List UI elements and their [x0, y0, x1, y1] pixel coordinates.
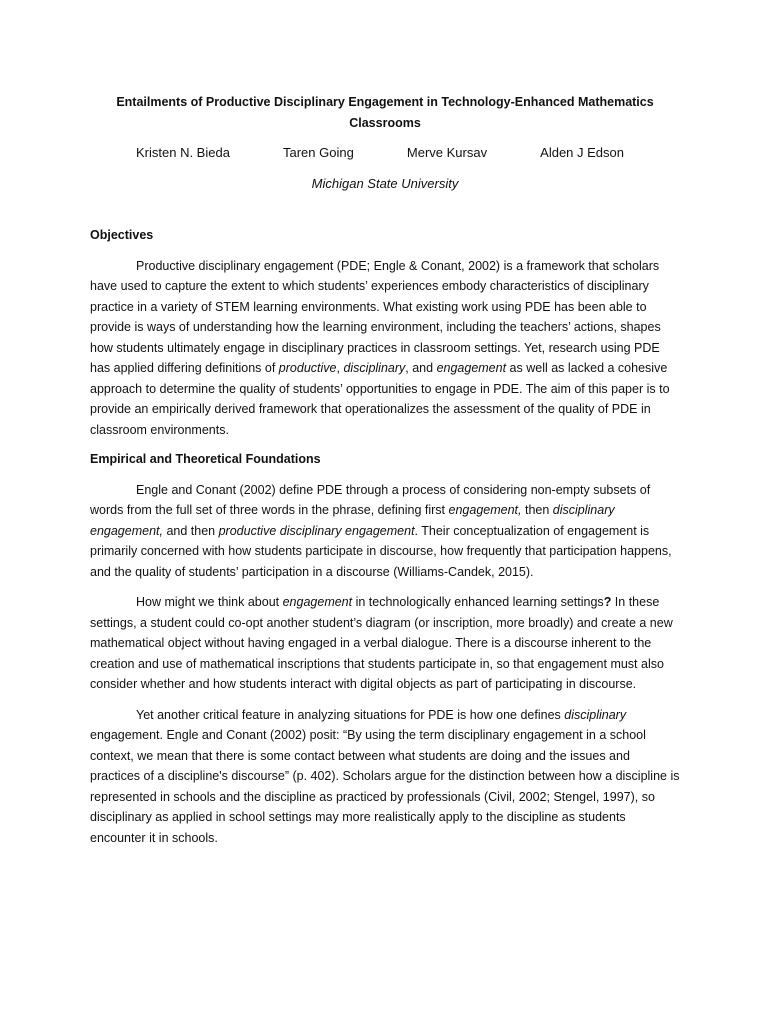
- author-name: Alden J Edson: [540, 145, 624, 160]
- author-name: Kristen N. Bieda: [136, 145, 230, 160]
- paper-body: [90, 92, 680, 848]
- section-heading-foundations: Empirical and Theoretical Foundations: [90, 452, 321, 466]
- author-list: [136, 143, 624, 163]
- author-affiliation: Michigan State University: [311, 176, 459, 191]
- section-heading-objectives: Objectives: [90, 228, 154, 242]
- paragraph-foundations-3: Yet another critical feature in analyzing situations for PDE is how one defines disciplinary engagement. Engle and Conant (2002) posit: “By using the term disciplinary engagement in a school context, we mean that there is some contact between what students are doing and the issues and practices of a discipline's discourse” (p. 402). Scholars argue for the distinction between how a discipline is represented in schools and the discipline as practiced by professionals (Civil, 2002; Stengel, 1997), so disciplinary as applied in school settings may more realistically apply to the discipline as students encounter it in schools.: [90, 707, 680, 845]
- paragraph-foundations-2: How might we think about engagement in technologically enhanced learning settings? In these settings, a student could co-opt another student’s diagram (or inscription, more broadly) and create a new mathematical object without having engaged in a verbal dialogue. There is a discourse inherent to the creation and use of mathematical inscriptions that students participate in, so that engagement must also consider whether and how students interact with digital objects as part of participating in discourse.: [90, 595, 673, 691]
- paragraph-foundations-1: Engle and Conant (2002) define PDE through a process of considering non-empty subsets of words from the full set of three words in the phrase, defining first engagement, then disciplinary engagement, and then productive disciplinary engagement. Their conceptualization of engagement is primarily concerned with how students participate in discourse, how frequently that participation happens, and the quality of students’ participation in a discourse (Williams-Candek, 2015).: [90, 482, 672, 579]
- paper-title: Entailments of Productive Disciplinary Engagement in Technology-Enhanced Mathematics Classrooms: [116, 95, 654, 130]
- author-name: Taren Going: [283, 145, 354, 160]
- author-name: Merve Kursav: [406, 145, 488, 160]
- paragraph-objectives: Productive disciplinary engagement (PDE; Engle & Conant, 2002) is a framework that scholars have used to capture the extent to which students’ experiences embody characteristics of disciplinary practice in a variety of STEM learning environments. What existing work using PDE has been able to provide is ways of understanding how the learning environment, including the teachers’ actions, shapes how students ultimately engage in disciplinary practices in classroom settings. Yet, research using PDE has applied differing definitions of productive, disciplinary, and engagement as well as lacked a cohesive approach to determine the quality of students’ opportunities to engage in PDE. The aim of this paper is to provide an empirically derived framework that operationalizes the assessment of the quality of PDE in classroom environments.: [90, 258, 670, 437]
